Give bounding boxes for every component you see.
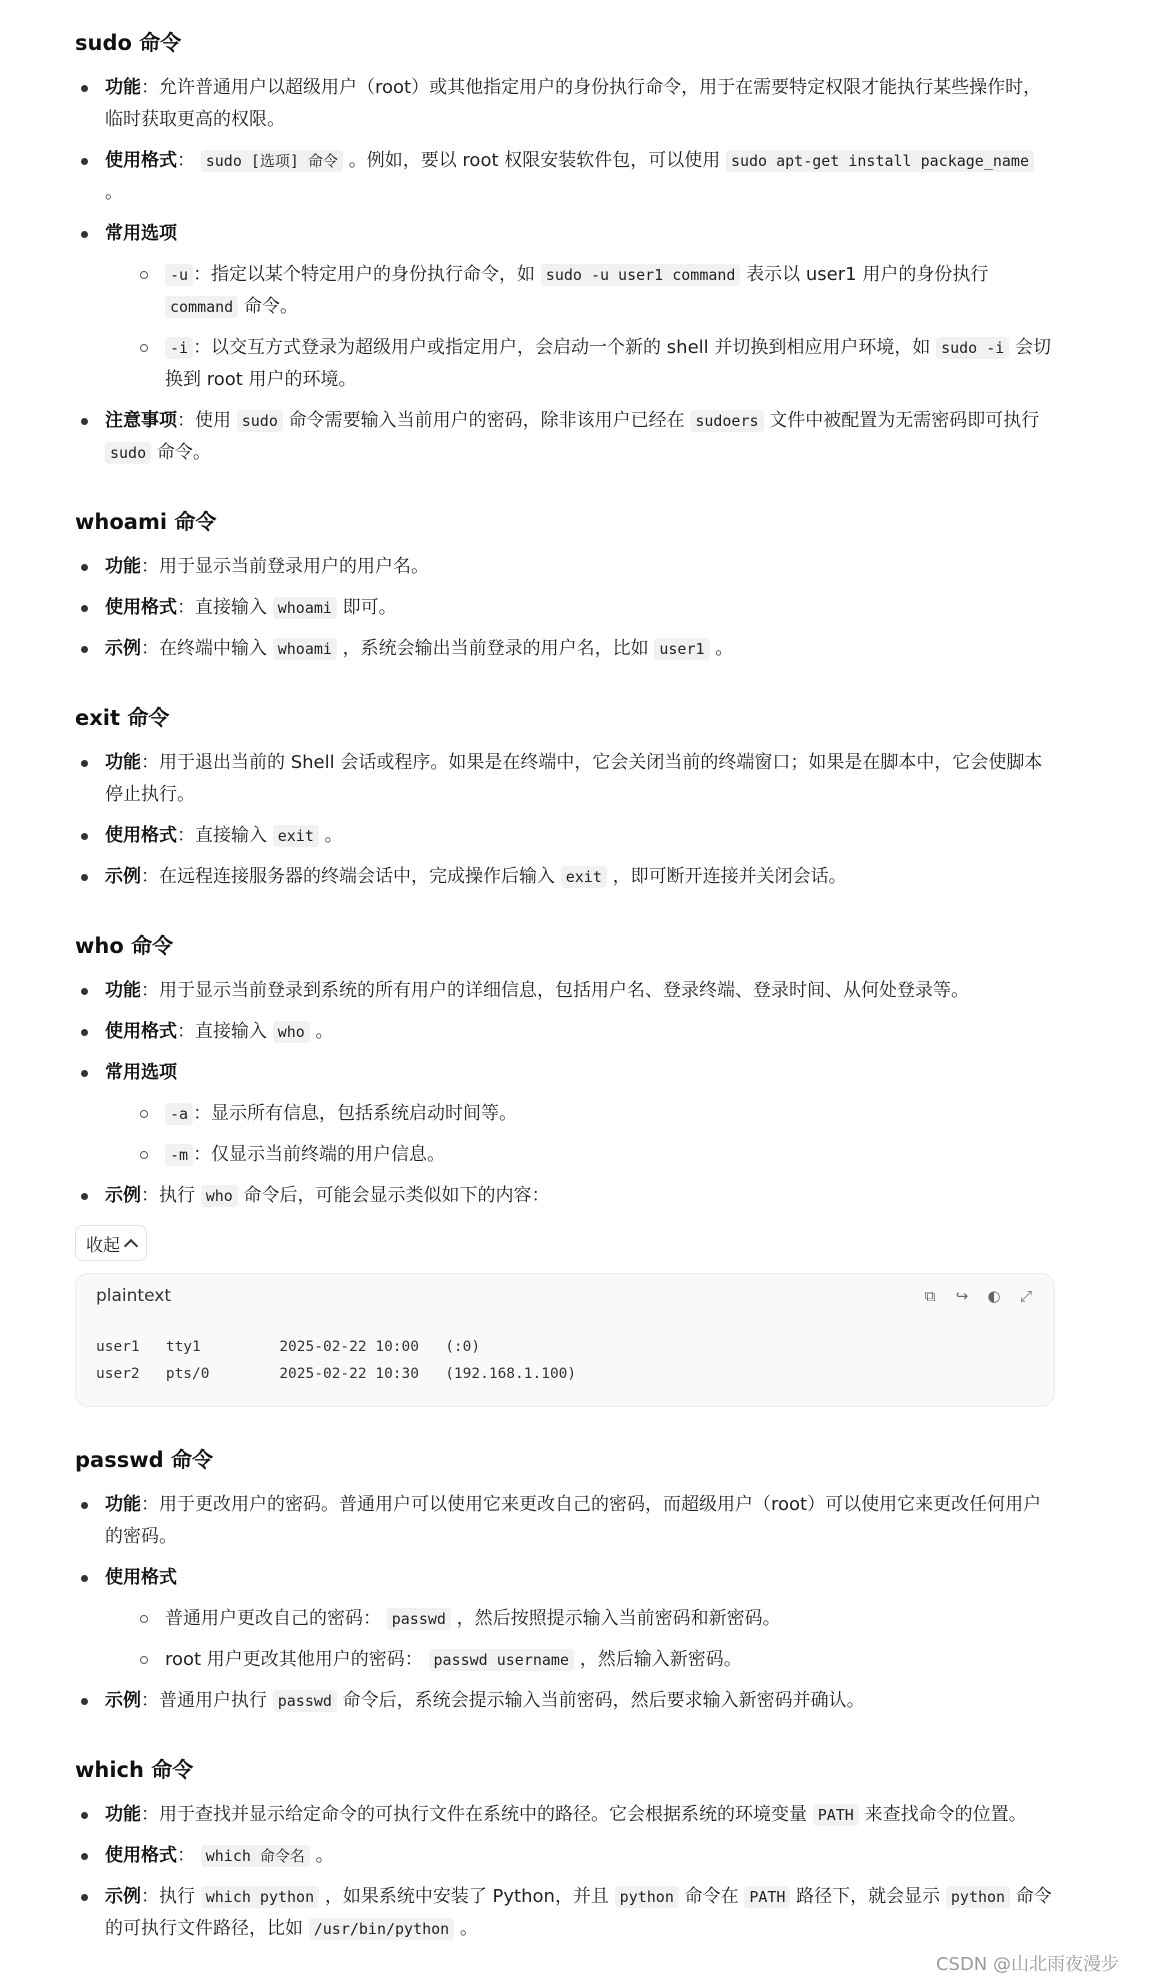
inline-code: whoami bbox=[273, 597, 337, 619]
item-label: 功能 bbox=[105, 1494, 141, 1515]
inline-code: which 命令名 bbox=[201, 1845, 310, 1867]
item-text: 文件中被配置为无需密码即可执行 bbox=[763, 410, 1040, 431]
inline-code: -i bbox=[165, 337, 193, 359]
list-item bbox=[75, 592, 1055, 624]
list-item bbox=[75, 1562, 1055, 1676]
list-item bbox=[75, 975, 1055, 1007]
item-text: ：在终端中输入 bbox=[141, 638, 273, 659]
item-text: 。 bbox=[709, 638, 734, 659]
list-item bbox=[75, 145, 1055, 209]
sub-list bbox=[105, 1098, 1055, 1171]
item-text: ：普通用户执行 bbox=[141, 1690, 273, 1711]
item-text: 即可。 bbox=[336, 597, 397, 618]
inline-code: passwd username bbox=[429, 1649, 574, 1671]
item-label: 使用格式 bbox=[105, 1567, 177, 1588]
sub-list-item bbox=[105, 1139, 1055, 1171]
inline-code: /usr/bin/python bbox=[309, 1918, 454, 1940]
item-text: ：直接输入 bbox=[177, 1021, 273, 1042]
item-label: 示例 bbox=[105, 866, 141, 887]
item-text: ，然后按照提示输入当前密码和新密码。 bbox=[450, 1608, 781, 1629]
item-label: 示例 bbox=[105, 1185, 141, 1206]
item-text: ：用于显示当前登录到系统的所有用户的详细信息，包括用户名、登录终端、登录时间、从何处登录等。 bbox=[141, 980, 969, 1001]
section-title: sudo 命令 bbox=[75, 31, 182, 55]
inline-code: PATH bbox=[813, 1804, 859, 1826]
item-text: ，如果系统中安装了 Python，并且 bbox=[319, 1886, 615, 1907]
inline-code: which python bbox=[201, 1886, 319, 1908]
item-text: 。 bbox=[454, 1918, 478, 1939]
item-text: 。 bbox=[105, 182, 123, 203]
list-item bbox=[75, 1489, 1055, 1553]
item-text: ：在远程连接服务器的终端会话中，完成操作后输入 bbox=[141, 866, 561, 887]
item-label: 常用选项 bbox=[105, 223, 177, 244]
list-item bbox=[75, 1057, 1055, 1171]
item-text: ：执行 bbox=[141, 1185, 201, 1206]
sub-list-item bbox=[105, 1098, 1055, 1130]
theme-icon[interactable]: ◐ bbox=[987, 1287, 1001, 1305]
sub-list-item bbox=[105, 1644, 1055, 1676]
list-item bbox=[75, 1016, 1055, 1048]
item-text: ：用于退出当前的 Shell 会话或程序。如果是在终端中，它会关闭当前的终端窗口；如果是在脚本中，它会使脚本停止执行。 bbox=[105, 752, 1043, 805]
section-title: who 命令 bbox=[75, 934, 174, 958]
item-text: ，然后输入新密码。 bbox=[574, 1649, 742, 1670]
item-text: 。 bbox=[309, 1021, 334, 1042]
collapse-toggle-button[interactable] bbox=[75, 1225, 147, 1261]
copy-icon[interactable]: ⧉ bbox=[924, 1287, 936, 1305]
list-item bbox=[75, 633, 1055, 665]
inline-code: who bbox=[273, 1021, 310, 1043]
item-text: ：使用 bbox=[177, 410, 237, 431]
inline-code: sudoers bbox=[690, 410, 763, 432]
bullet-list bbox=[75, 975, 1055, 1212]
section-title: whoami 命令 bbox=[75, 510, 217, 534]
list-item bbox=[75, 218, 1055, 396]
list-item bbox=[75, 551, 1055, 583]
item-label: 使用格式 bbox=[105, 1845, 177, 1866]
item-text: 命令在 bbox=[678, 1886, 745, 1907]
sub-list-item bbox=[105, 1603, 1055, 1635]
sub-list bbox=[105, 1603, 1055, 1676]
item-label: 示例 bbox=[105, 1886, 141, 1907]
section bbox=[75, 28, 1055, 469]
inline-code: exit bbox=[561, 866, 607, 888]
inline-code: PATH bbox=[744, 1886, 790, 1908]
item-text: 命令需要输入当前用户的密码，除非该用户已经在 bbox=[282, 410, 691, 431]
item-text: ：用于更改用户的密码。普通用户可以使用它来更改自己的密码，而超级用户（root）可以使用它来更改任何用户的密码。 bbox=[105, 1494, 1042, 1547]
item-text: 表示以 user1 用户的身份执行 bbox=[740, 264, 989, 285]
document-body bbox=[75, 28, 1055, 1983]
item-text: ，系统会输出当前登录的用户名，比如 bbox=[336, 638, 655, 659]
list-item bbox=[75, 861, 1055, 893]
item-text: ：指定以某个特定用户的身份执行命令，如 bbox=[193, 264, 541, 285]
section bbox=[75, 1755, 1055, 1945]
item-label: 使用格式 bbox=[105, 150, 177, 171]
item-label: 示例 bbox=[105, 1690, 141, 1711]
inline-code: sudo bbox=[237, 410, 283, 432]
sub-list-item bbox=[105, 259, 1055, 323]
item-text: 来查找命令的位置。 bbox=[858, 1804, 1027, 1825]
inline-code: sudo [选项] 命令 bbox=[201, 150, 343, 172]
inline-code: whoami bbox=[273, 638, 337, 660]
list-item bbox=[75, 1840, 1055, 1872]
item-text: ：仅显示当前终端的用户信息。 bbox=[193, 1144, 446, 1165]
bullet-list bbox=[75, 1799, 1055, 1945]
list-item bbox=[75, 1799, 1055, 1831]
chevron-up-icon bbox=[124, 1238, 138, 1252]
item-text: ：直接输入 bbox=[177, 597, 273, 618]
section-title: exit 命令 bbox=[75, 706, 170, 730]
bullet-list bbox=[75, 1489, 1055, 1717]
list-item bbox=[75, 72, 1055, 136]
item-text: root 用户更改其他用户的密码： bbox=[165, 1649, 429, 1670]
code-language-label: plaintext bbox=[96, 1286, 171, 1306]
item-label: 功能 bbox=[105, 980, 141, 1001]
bullet-list bbox=[75, 72, 1055, 469]
item-text: ：用于显示当前登录用户的用户名。 bbox=[141, 556, 429, 577]
item-text: ： bbox=[177, 1845, 201, 1866]
sub-list bbox=[105, 259, 1055, 396]
inline-code: sudo apt-get install package_name bbox=[726, 150, 1034, 172]
item-label: 功能 bbox=[105, 1804, 141, 1825]
inline-code: who bbox=[201, 1185, 238, 1207]
item-label: 示例 bbox=[105, 638, 141, 659]
inline-code: sudo -u user1 command bbox=[541, 264, 741, 286]
code-content bbox=[76, 1318, 1054, 1406]
wrap-icon[interactable]: ↪ bbox=[955, 1287, 969, 1305]
inline-code: python bbox=[615, 1886, 679, 1908]
item-text: ：执行 bbox=[141, 1886, 201, 1907]
section-title: passwd 命令 bbox=[75, 1448, 213, 1472]
item-text: 会切换到 root 用户的环境。 bbox=[165, 337, 1052, 390]
item-text: 命令后，可能会显示类似如下的内容： bbox=[237, 1185, 550, 1206]
item-text: 路径下，就会显示 bbox=[790, 1886, 946, 1907]
code-line: user2 pts/0 2025-02-22 10:30 (192.168.1.100) bbox=[96, 1366, 577, 1382]
item-label: 功能 bbox=[105, 77, 141, 98]
list-item bbox=[75, 747, 1055, 811]
inline-code: command bbox=[165, 296, 238, 318]
item-text: ：用于查找并显示给定命令的可执行文件在系统中的路径。它会根据系统的环境变量 bbox=[141, 1804, 813, 1825]
inline-code: -u bbox=[165, 264, 193, 286]
item-text: ：以交互方式登录为超级用户或指定用户，会启动一个新的 shell 并切换到相应用户环境，如 bbox=[193, 337, 937, 358]
item-text: 。 bbox=[309, 1845, 334, 1866]
inline-code: exit bbox=[273, 825, 319, 847]
item-label: 使用格式 bbox=[105, 1021, 177, 1042]
list-item bbox=[75, 1685, 1055, 1717]
code-block-toolbar bbox=[922, 1288, 1034, 1304]
inline-code: passwd bbox=[387, 1608, 451, 1630]
collapse-toggle-label: 收起 bbox=[86, 1235, 120, 1256]
list-item bbox=[75, 405, 1055, 469]
item-text: 命令。 bbox=[238, 296, 298, 317]
item-label: 功能 bbox=[105, 556, 141, 577]
inline-code: -a bbox=[165, 1103, 193, 1125]
inline-code: sudo -i bbox=[936, 337, 1009, 359]
item-label: 常用选项 bbox=[105, 1062, 177, 1083]
item-text: 命令后，系统会提示输入当前密码，然后要求输入新密码并确认。 bbox=[336, 1690, 865, 1711]
section bbox=[75, 507, 1055, 665]
item-label: 使用格式 bbox=[105, 597, 177, 618]
item-label: 注意事项 bbox=[105, 410, 177, 431]
code-block bbox=[75, 1273, 1055, 1407]
section-title: which 命令 bbox=[75, 1758, 194, 1782]
item-text: 。 bbox=[318, 825, 343, 846]
sub-list-item bbox=[105, 332, 1055, 396]
item-text: ：允许普通用户以超级用户（root）或其他指定用户的身份执行命令，用于在需要特定权限才能执行某些操作时，临时获取更高的权限。 bbox=[105, 77, 1042, 130]
inline-code: passwd bbox=[273, 1690, 337, 1712]
section bbox=[75, 703, 1055, 893]
inline-code: user1 bbox=[654, 638, 709, 660]
item-text: ，即可断开连接并关闭会话。 bbox=[606, 866, 847, 887]
section bbox=[75, 1445, 1055, 1717]
watermark: CSDN @山北雨夜漫步 bbox=[935, 1954, 1119, 1975]
code-line: user1 tty1 2025-02-22 10:00 (:0) bbox=[96, 1339, 481, 1355]
bullet-list bbox=[75, 747, 1055, 893]
item-label: 功能 bbox=[105, 752, 141, 773]
item-text: ：显示所有信息，包括系统启动时间等。 bbox=[193, 1103, 518, 1124]
item-text: 。例如，要以 root 权限安装软件包，可以使用 bbox=[342, 150, 726, 171]
inline-code: -m bbox=[165, 1144, 193, 1166]
section bbox=[75, 931, 1055, 1407]
list-item bbox=[75, 820, 1055, 852]
inline-code: sudo bbox=[105, 442, 151, 464]
inline-code: python bbox=[946, 1886, 1010, 1908]
code-block-header bbox=[76, 1274, 1054, 1318]
item-label: 使用格式 bbox=[105, 825, 177, 846]
list-item bbox=[75, 1881, 1055, 1945]
item-text: 命令的可执行文件路径，比如 bbox=[105, 1886, 1052, 1939]
expand-icon[interactable]: ⤢ bbox=[1019, 1287, 1032, 1305]
item-text: 命令。 bbox=[151, 442, 211, 463]
list-item bbox=[75, 1180, 1055, 1212]
item-text: ： bbox=[177, 150, 201, 171]
item-text: 普通用户更改自己的密码： bbox=[165, 1608, 387, 1629]
bullet-list bbox=[75, 551, 1055, 665]
item-text: ：直接输入 bbox=[177, 825, 273, 846]
